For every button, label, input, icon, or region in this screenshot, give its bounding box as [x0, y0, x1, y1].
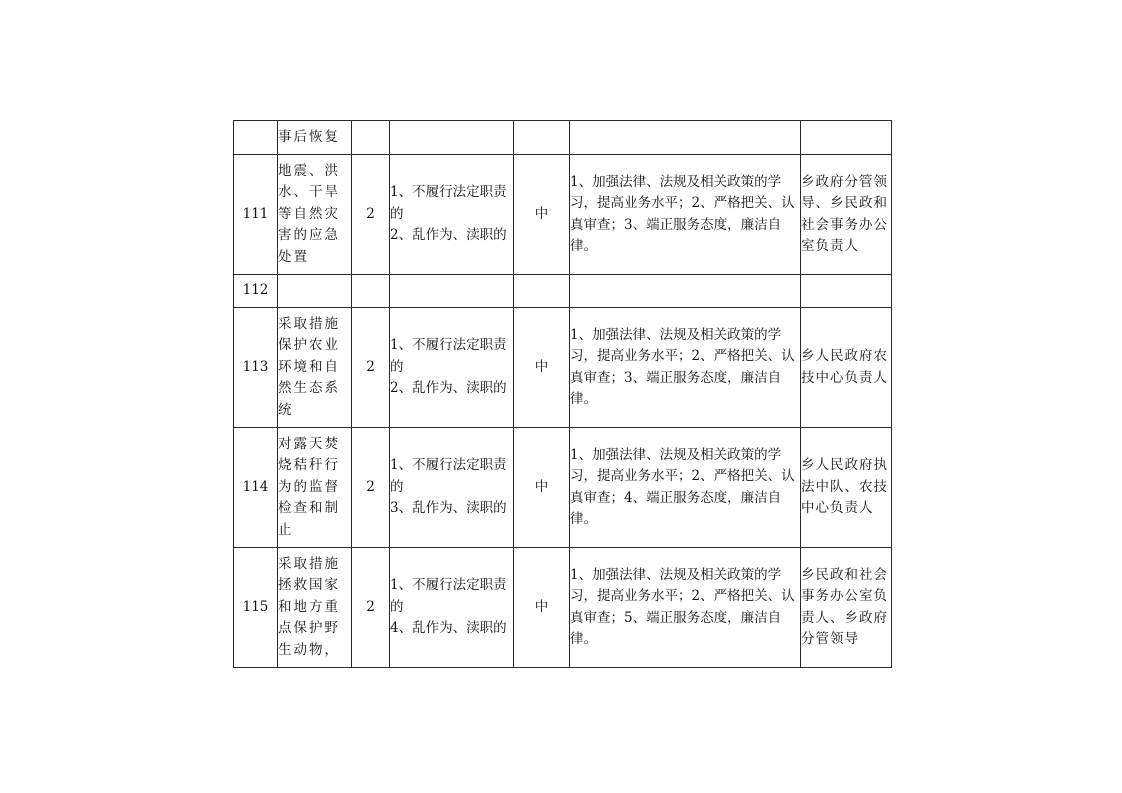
prevention-measure-cell: 1、加强法律、法规及相关政策的学习，提高业务水平；2、严格把关、认真审查；5、端正服务态度，廉洁自律。 [570, 548, 801, 668]
level-cell [352, 275, 390, 308]
responsible-person-cell: 乡民政和社会事务办公室负责人、乡政府分管领导 [801, 548, 892, 668]
prevention-measure-cell [570, 121, 801, 155]
row-number-cell: 115 [234, 548, 278, 668]
risk-point-cell [390, 121, 514, 155]
responsible-person-cell [801, 121, 892, 155]
risk-grade-cell: 中 [514, 308, 570, 428]
row-number-cell: 111 [234, 155, 278, 275]
row-number-cell: 113 [234, 308, 278, 428]
risk-point-cell: 1、不履行法定职责的 2、乱作为、渎职的 [390, 155, 514, 275]
duty-item-cell: 采取措施拯救国家和地方重点保护野生动物， [278, 548, 352, 668]
risk-point-cell [390, 275, 514, 308]
prevention-measure-cell: 1、加强法律、法规及相关政策的学习，提高业务水平；2、严格把关、认真审查；3、端正服务态度，廉洁自律。 [570, 155, 801, 275]
prevention-measure-cell [570, 275, 801, 308]
risk-grade-cell: 中 [514, 548, 570, 668]
table-row [234, 275, 892, 308]
level-cell [352, 121, 390, 155]
risk-grade-cell [514, 121, 570, 155]
risk-grade-cell: 中 [514, 428, 570, 548]
table-row [234, 121, 892, 155]
prevention-measure-cell: 1、加强法律、法规及相关政策的学习，提高业务水平；2、严格把关、认真审查；3、端正服务态度，廉洁自律。 [570, 308, 801, 428]
risk-grade-cell [514, 275, 570, 308]
responsible-person-cell [801, 275, 892, 308]
duty-item-cell: 采取措施保护农业环境和自然生态系统 [278, 308, 352, 428]
table-row [234, 155, 892, 275]
level-cell: 2 [352, 428, 390, 548]
row-number-cell: 112 [234, 275, 278, 308]
row-number-cell: 114 [234, 428, 278, 548]
risk-grade-cell: 中 [514, 155, 570, 275]
table-row [234, 428, 892, 548]
responsible-person-cell: 乡人民政府农技中心负责人 [801, 308, 892, 428]
risk-point-cell: 1、不履行法定职责的 4、乱作为、渎职的 [390, 548, 514, 668]
table-row [234, 308, 892, 428]
risk-point-cell: 1、不履行法定职责的 3、乱作为、渎职的 [390, 428, 514, 548]
level-cell: 2 [352, 308, 390, 428]
row-number-cell [234, 121, 278, 155]
prevention-measure-cell: 1、加强法律、法规及相关政策的学习，提高业务水平；2、严格把关、认真审查；4、端正服务态度，廉洁自律。 [570, 428, 801, 548]
risk-point-cell: 1、不履行法定职责的 2、乱作为、渎职的 [390, 308, 514, 428]
duty-item-cell: 对露天焚烧秸秆行为的监督检查和制止 [278, 428, 352, 548]
duty-risk-table [233, 120, 892, 668]
duty-item-cell: 地震、洪水、干旱等自然灾害的应急处置 [278, 155, 352, 275]
responsible-person-cell: 乡政府分管领导、乡民政和社会事务办公室负责人 [801, 155, 892, 275]
responsible-person-cell: 乡人民政府执法中队、农技中心负责人 [801, 428, 892, 548]
duty-item-cell: 事后恢复 [278, 121, 352, 155]
level-cell: 2 [352, 548, 390, 668]
duty-item-cell [278, 275, 352, 308]
level-cell: 2 [352, 155, 390, 275]
table-row [234, 548, 892, 668]
